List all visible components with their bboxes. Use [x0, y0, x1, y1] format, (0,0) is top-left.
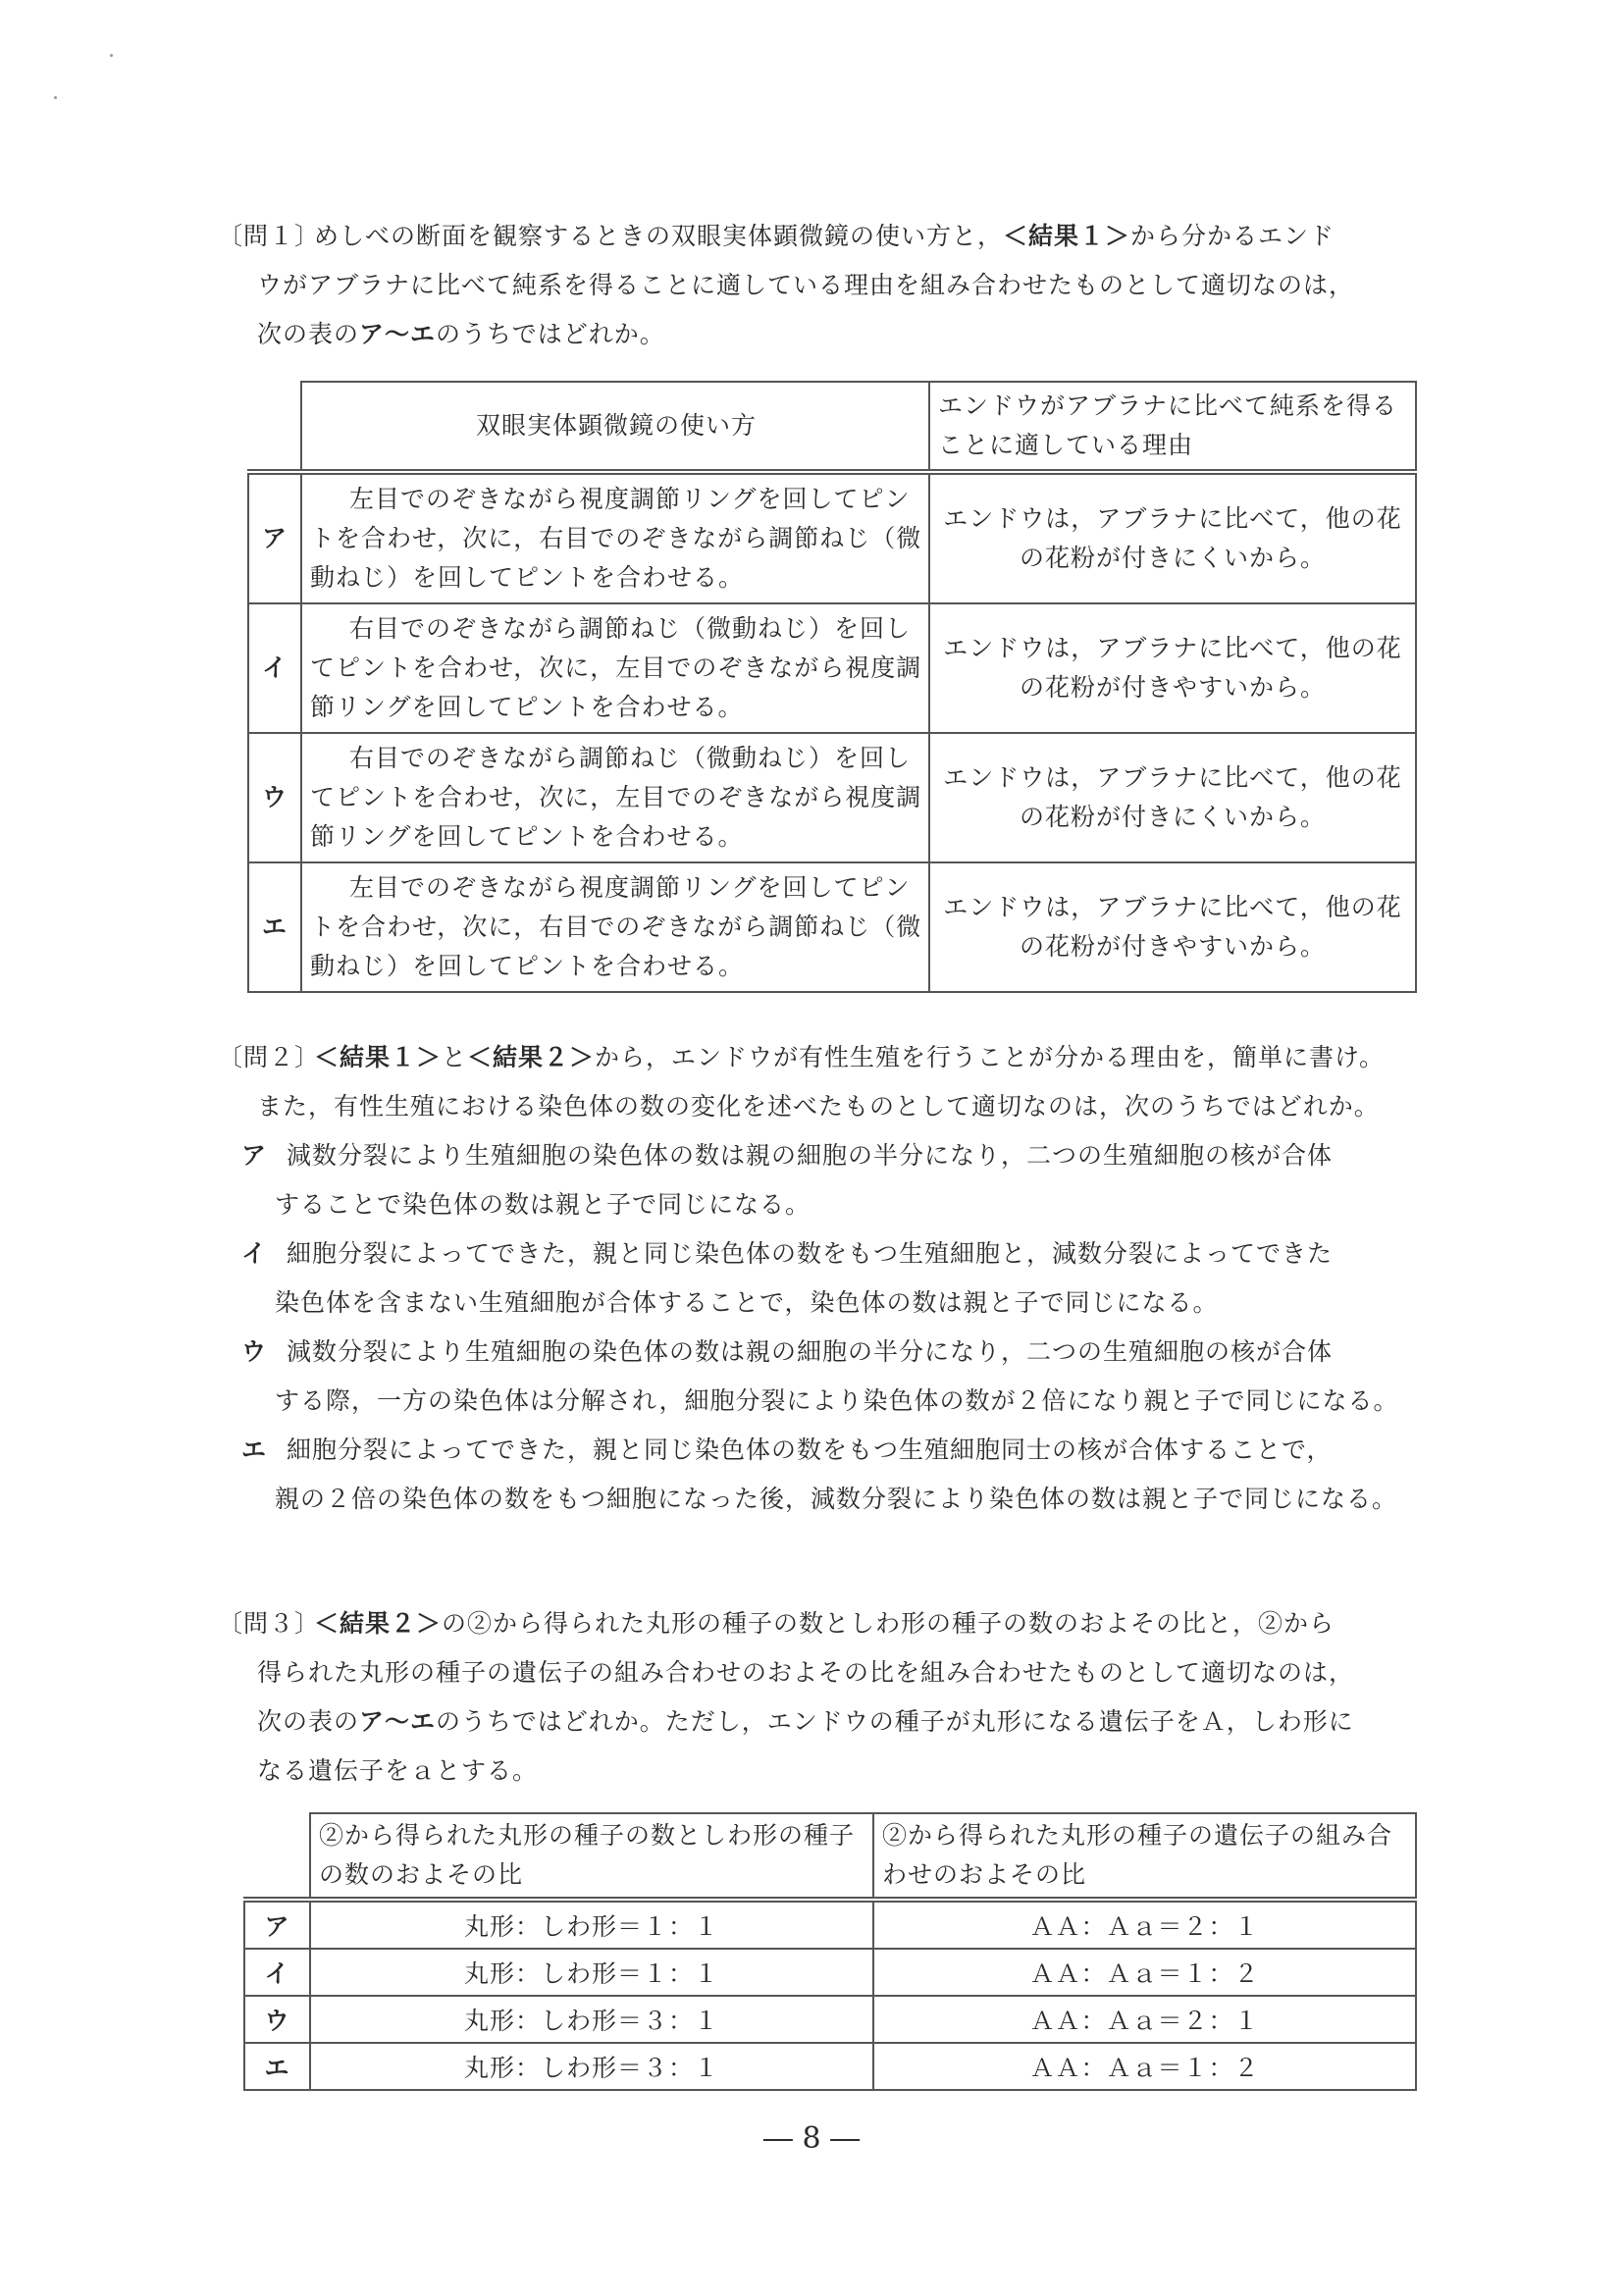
gene-ratio-cell: ＡＡ：Ａａ＝２：１ — [873, 1996, 1416, 2043]
column-header-method: 双眼実体顕微鏡の使い方 — [301, 382, 929, 472]
choice-label: エ — [244, 2043, 310, 2090]
choice-label: エ — [241, 1435, 268, 1464]
question-1-table — [247, 381, 1417, 993]
choice-label: ウ — [244, 1996, 310, 2043]
choice-label: イ — [244, 1949, 310, 1996]
reason-cell: エンドウは，アブラナに比べて，他の花の花粉が付きにくいから。 — [929, 472, 1416, 603]
question-1-prompt: 〔問１〕めしべの断面を観察するときの双眼実体顕微鏡の使い方と，＜結果１＞から分かるエンド ウがアブラナに比べて純系を得ることに適している理由を組み合わせたものとして適切なのは， 次の表のア～エのうちではどれか。 — [218, 212, 1425, 359]
table-row — [248, 472, 1416, 603]
question-3-prompt: 〔問３〕＜結果２＞の②から得られた丸形の種子の数としわ形の種子の数のおよその比と，②から 得られた丸形の種子の遺伝子の組み合わせのおよその比を組み合わせたものとして適切なのは， 次の表のア～エのうちではどれか。ただし，エンドウの種子が丸形になる遺伝子をＡ，しわ形に なる遺伝子をａとする。 — [218, 1599, 1425, 1796]
question-2-choices — [241, 1131, 1429, 1524]
gene-ratio-cell: ＡＡ：Ａａ＝１：２ — [873, 1949, 1416, 1996]
table-row — [248, 862, 1416, 992]
reason-cell: エンドウは，アブラナに比べて，他の花の花粉が付きやすいから。 — [929, 603, 1416, 733]
method-cell: 左目でのぞきながら視度調節リングを回してピントを合わせ，次に，右目でのぞきながら調節ねじ（微動ねじ）を回してピントを合わせる。 — [301, 472, 929, 603]
method-cell: 左目でのぞきながら視度調節リングを回してピントを合わせ，次に，右目でのぞきながら調節ねじ（微動ねじ）を回してピントを合わせる。 — [301, 862, 929, 992]
choice-label: ウ — [248, 733, 301, 862]
question-2-prompt: 〔問２〕＜結果１＞と＜結果２＞から，エンドウが有性生殖を行うことが分かる理由を，簡単に書け。 また，有性生殖における染色体の数の変化を述べたものとして適切なのは，次のうちではどれか。 — [218, 1033, 1425, 1131]
reason-cell: エンドウは，アブラナに比べて，他の花の花粉が付きにくいから。 — [929, 733, 1416, 862]
column-header-gene-ratio: ②から得られた丸形の種子の遺伝子の組み合わせのおよその比 — [873, 1813, 1416, 1900]
question-number: 〔問２〕 — [218, 1043, 321, 1071]
choice-label: ア — [241, 1141, 268, 1170]
shape-ratio-cell: 丸形：しわ形＝３：１ — [310, 1996, 873, 2043]
choice-label: ア — [248, 472, 301, 603]
choice-label: ア — [244, 1900, 310, 1949]
method-cell: 右目でのぞきながら調節ねじ（微動ねじ）を回してピントを合わせ，次に，左目でのぞきながら視度調節リングを回してピントを合わせる。 — [301, 733, 929, 862]
label-header-empty — [248, 382, 301, 472]
choice-item: ア 減数分裂により生殖細胞の染色体の数は親の細胞の半分になり，二つの生殖細胞の核が合体 することで染色体の数は親と子で同じになる。 — [241, 1131, 1429, 1229]
question-number: 〔問３〕 — [218, 1609, 321, 1638]
shape-ratio-cell: 丸形：しわ形＝１：１ — [310, 1900, 873, 1949]
shape-ratio-cell: 丸形：しわ形＝３：１ — [310, 2043, 873, 2090]
choice-item: イ 細胞分裂によってできた，親と同じ染色体の数をもつ生殖細胞と，減数分裂によってできた 染色体を含まない生殖細胞が合体することで，染色体の数は親と子で同じになる。 — [241, 1229, 1429, 1328]
choice-item: エ 細胞分裂によってできた，親と同じ染色体の数をもつ生殖細胞同士の核が合体することで， 親の２倍の染色体の数をもつ細胞になった後，減数分裂により染色体の数は親と子で同じになる。 — [241, 1426, 1429, 1524]
gene-ratio-cell: ＡＡ：Ａａ＝１：２ — [873, 2043, 1416, 2090]
choice-label: イ — [241, 1239, 268, 1268]
question-number: 〔問１〕 — [218, 222, 321, 250]
column-header-reason: エンドウがアブラナに比べて純系を得ることに適している理由 — [929, 382, 1416, 472]
choice-item: ウ 減数分裂により生殖細胞の染色体の数は親の細胞の半分になり，二つの生殖細胞の核が合体 する際，一方の染色体は分解され，細胞分裂により染色体の数が２倍になり親と子で同じになる。 — [241, 1328, 1429, 1426]
table-row — [248, 733, 1416, 862]
scan-mark — [110, 54, 113, 57]
shape-ratio-cell: 丸形：しわ形＝１：１ — [310, 1949, 873, 1996]
choice-label: イ — [248, 603, 301, 733]
choice-label: ウ — [241, 1337, 268, 1366]
table-row — [244, 1949, 1416, 1996]
table-row — [244, 1900, 1416, 1949]
label-header-empty — [244, 1813, 310, 1900]
question-3-table — [243, 1812, 1417, 2091]
scan-mark — [54, 96, 57, 99]
method-cell: 右目でのぞきながら調節ねじ（微動ねじ）を回してピントを合わせ，次に，左目でのぞきながら視度調節リングを回してピントを合わせる。 — [301, 603, 929, 733]
choice-label: エ — [248, 862, 301, 992]
gene-ratio-cell: ＡＡ：Ａａ＝２：１ — [873, 1900, 1416, 1949]
reason-cell: エンドウは，アブラナに比べて，他の花の花粉が付きやすいから。 — [929, 862, 1416, 992]
table-row — [244, 2043, 1416, 2090]
table-row — [248, 603, 1416, 733]
column-header-shape-ratio: ②から得られた丸形の種子の数としわ形の種子の数のおよその比 — [310, 1813, 873, 1900]
page-number: ― 8 ― — [762, 2121, 861, 2156]
table-row — [244, 1996, 1416, 2043]
